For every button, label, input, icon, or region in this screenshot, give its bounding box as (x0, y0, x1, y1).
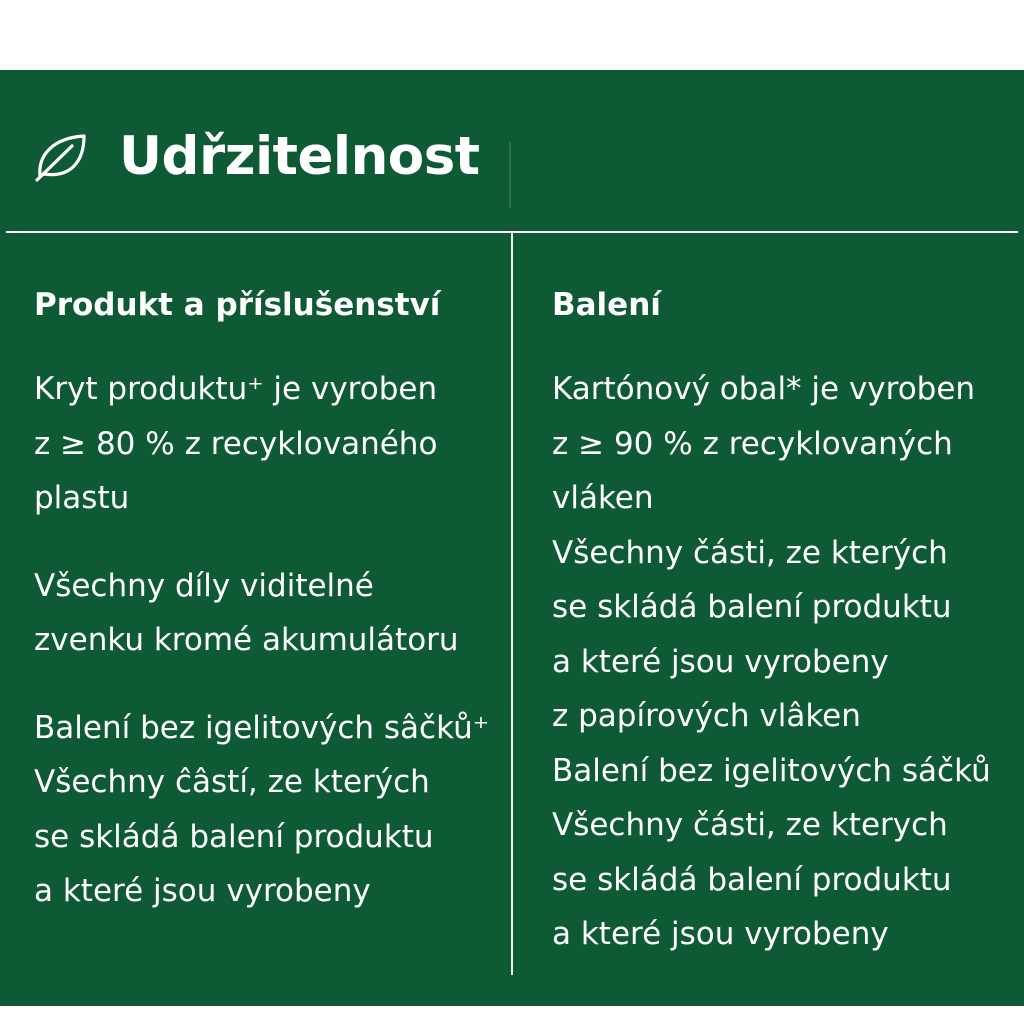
vertical-divider (511, 233, 513, 975)
text-line: plastu (34, 480, 130, 516)
header-divider-mark (509, 142, 511, 208)
text-line: z papírových vlâken (552, 698, 861, 734)
text-line: Balení bez igelitových sáčků (552, 752, 991, 789)
text-line: Kryt produktu⁺ je vyroben (34, 371, 438, 407)
text-line: Všechny části, ze kterých (552, 534, 948, 571)
page-title: Udřzitelnost (119, 126, 480, 187)
text-line: Kartónový obal* je vyroben (552, 371, 976, 407)
text-line: zvenku kromé akumulátoru (34, 622, 459, 658)
text-line: Všechny ĉâstí, ze kterých (34, 764, 430, 800)
text-line: a které jsou vyrobeny (552, 643, 889, 680)
text-line: Všechny části, ze kterych (552, 807, 948, 843)
text-line: z ≥ 80 % z recyklovaného (34, 425, 438, 462)
column-heading: Produkt a příslušenství (34, 287, 441, 323)
text-line: se skládá balení produktu (34, 818, 434, 855)
text-line: vláken (552, 480, 654, 516)
column-product (34, 280, 506, 919)
text-block (34, 559, 506, 668)
text-line: a které jsou vyrobeny (552, 916, 889, 952)
sustainability-panel (0, 70, 1024, 1006)
text-line: z ≥ 90 % z recyklovaných (552, 425, 953, 462)
text-line: Balení bez igelitových sâčků⁺ (34, 709, 490, 746)
column-packaging (552, 280, 1024, 962)
text-block (34, 701, 506, 919)
text-block (552, 362, 1024, 962)
panel-header (0, 70, 1024, 232)
column-heading: Balení (552, 287, 661, 323)
text-line: se skládá balení produktu (552, 589, 952, 625)
text-block (34, 362, 506, 526)
text-line: Všechny díly viditelné (34, 567, 374, 604)
text-line: se skládá balení produktu (552, 861, 952, 898)
text-line: a které jsou vyrobeny (34, 873, 371, 909)
leaf-icon (34, 132, 88, 182)
